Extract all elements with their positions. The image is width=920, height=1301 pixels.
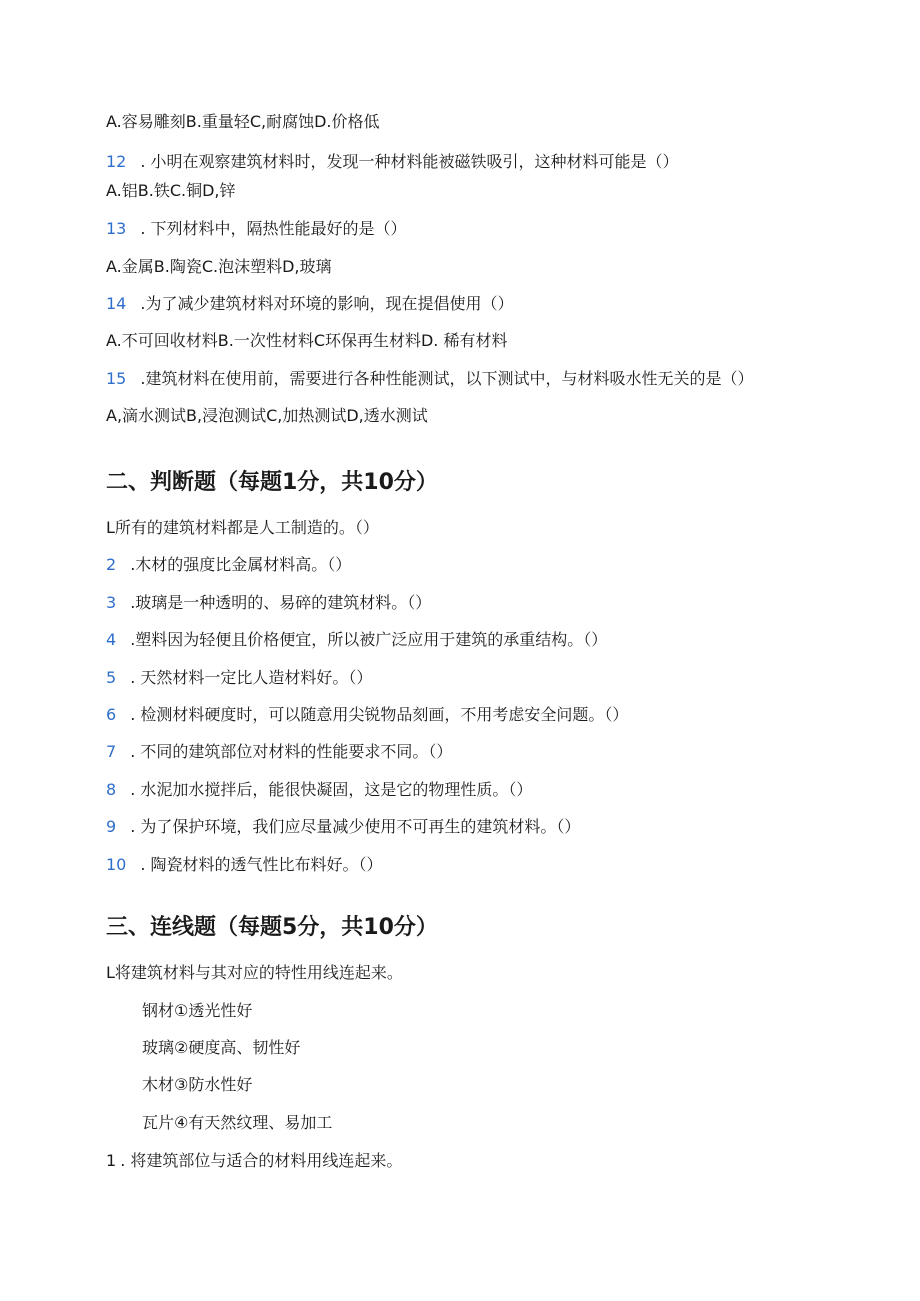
q11-options: A.容易雕刻B.重量轻C,耐腐蚀D.价格低: [106, 112, 380, 131]
judge-item-3: [106, 592, 431, 614]
question-text: . 下列材料中，隔热性能最好的是（）: [140, 219, 407, 238]
judge-number: 4: [106, 630, 117, 649]
q13-options: A.金属B.陶瓷C.泡沫塑料D,玻璃: [106, 257, 332, 276]
judge-item-5: [106, 667, 372, 689]
match-pair: 木材③防水性好: [142, 1075, 253, 1094]
match-pair: 钢材①透光性好: [142, 1001, 253, 1020]
judge-text: . 陶瓷材料的透气性比布料好。（）: [140, 855, 383, 874]
question-number: 1: [106, 1151, 117, 1170]
question-number: 12: [106, 152, 127, 171]
q14-options: A.不可回收材料B.一次性材料C环保再生材料D. 稀有材料: [106, 331, 508, 350]
judge-number: 7: [106, 742, 117, 761]
q12-options: A.铝B.铁C.铜D,锌: [106, 181, 236, 200]
judge-number: 3: [106, 593, 117, 612]
question-13: [106, 218, 407, 240]
question-number: 15: [106, 369, 127, 388]
judge-text: .塑料因为轻便且价格便宜，所以被广泛应用于建筑的承重结构。（）: [130, 630, 608, 649]
judge-number: 8: [106, 780, 117, 799]
section-3-heading: 三、连线题（每题5分，共10分）: [106, 915, 438, 940]
section-2-heading: 二、判断题（每题1分，共10分）: [106, 470, 438, 495]
match-question-1: L将建筑材料与其对应的特性用线连起来。: [106, 963, 403, 982]
match-question-2: [106, 1150, 402, 1172]
judge-text: . 为了保护环境，我们应尽量减少使用不可再生的建筑材料。（）: [130, 817, 581, 836]
question-text: . 将建筑部位与适合的材料用线连起来。: [120, 1151, 403, 1170]
judge-number: 2: [106, 555, 117, 574]
judge-item-4: [106, 629, 607, 651]
judge-item-10: [106, 854, 383, 876]
question-14: [106, 293, 513, 315]
judge-item-9: [106, 816, 580, 838]
question-number: 13: [106, 219, 127, 238]
match-pair: 玻璃②硬度高、韧性好: [142, 1038, 301, 1057]
judge-text: .玻璃是一种透明的、易碎的建筑材料。（）: [130, 593, 432, 612]
judge-text: .木材的强度比金属材料高。（）: [130, 555, 352, 574]
match-pair: 瓦片④有天然纹理、易加工: [142, 1113, 333, 1132]
judge-text: . 不同的建筑部位对材料的性能要求不同。（）: [130, 742, 453, 761]
question-12: [106, 151, 679, 173]
judge-text: . 检测材料硬度时，可以随意用尖锐物品刻画，不用考虑安全问题。（）: [130, 705, 629, 724]
judge-text: . 天然材料一定比人造材料好。（）: [130, 668, 373, 687]
judge-number: 10: [106, 855, 127, 874]
q15-options: A,滴水测试B,浸泡测试C,加热测试D,透水测试: [106, 406, 428, 425]
question-text: . 小明在观察建筑材料时，发现一种材料能被磁铁吸引，这种材料可能是（）: [140, 152, 679, 171]
question-number: 14: [106, 294, 127, 313]
judge-item-7: [106, 741, 452, 763]
judge-item-1: [106, 517, 379, 539]
question-15: [106, 368, 753, 390]
judge-number: 5: [106, 668, 117, 687]
judge-item-6: [106, 704, 628, 726]
judge-text: . 水泥加水搅拌后，能很快凝固，这是它的物理性质。（）: [130, 780, 533, 799]
judge-item-8: [106, 779, 532, 801]
question-text: .为了减少建筑材料对环境的影响，现在提倡使用（）: [140, 294, 514, 313]
judge-number: 9: [106, 817, 117, 836]
judge-number: 6: [106, 705, 117, 724]
judge-text: L所有的建筑材料都是人工制造的。（）: [106, 518, 379, 537]
judge-item-2: [106, 554, 351, 576]
question-text: .建筑材料在使用前，需要进行各种性能测试，以下测试中，与材料吸水性无关的是（）: [140, 369, 754, 388]
